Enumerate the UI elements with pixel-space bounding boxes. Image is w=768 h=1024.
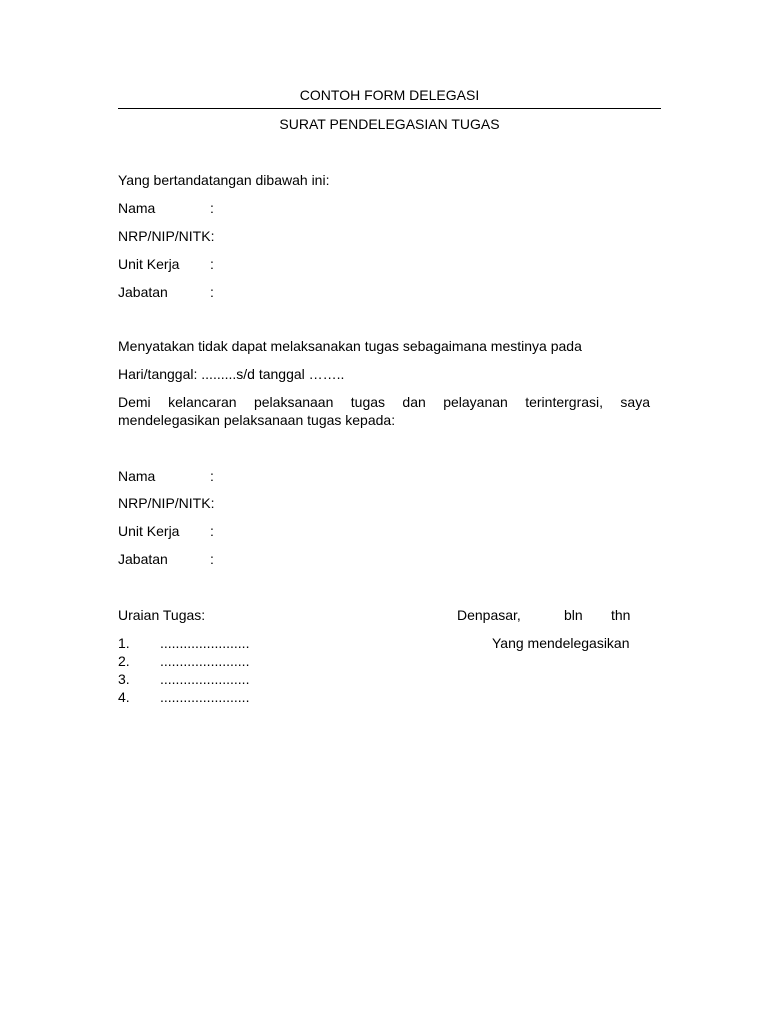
- task-number: 2.: [118, 653, 130, 669]
- delegator-position-colon: :: [210, 284, 214, 300]
- delegate-unit-label: Unit Kerja: [118, 523, 180, 539]
- task-placeholder: .......................: [160, 635, 250, 651]
- delegation-paragraph-line-2: mendelegasikan pelaksanaan tugas kepada:: [118, 412, 396, 428]
- task-number: 3.: [118, 671, 130, 687]
- delegator-name-label: Nama: [118, 200, 156, 216]
- document-subtitle: SURAT PENDELEGASIAN TUGAS: [279, 116, 500, 132]
- tasks-label: Uraian Tugas:: [118, 607, 206, 623]
- delegate-position-colon: :: [210, 551, 214, 567]
- task-placeholder: .......................: [160, 653, 250, 669]
- task-number: 1.: [118, 635, 130, 651]
- delegator-position-label: Jabatan: [118, 284, 168, 300]
- delegator-unit-label: Unit Kerja: [118, 256, 180, 272]
- delegate-name-colon: :: [210, 468, 214, 484]
- date-line: Hari/tanggal: .........s/d tanggal ……..: [118, 366, 345, 382]
- place-text: Denpasar,: [457, 607, 521, 623]
- delegate-position-label: Jabatan: [118, 551, 168, 567]
- header-divider: [118, 108, 661, 109]
- delegator-nrp-label: NRP/NIP/NITK:: [118, 228, 215, 244]
- delegation-paragraph-line-1: Demi kelancaran pelaksanaan tugas dan pelayanan terintergrasi, saya: [118, 394, 650, 410]
- task-number: 4.: [118, 689, 130, 705]
- delegate-nrp-label: NRP/NIP/NITK:: [118, 495, 215, 511]
- task-placeholder: .......................: [160, 671, 250, 687]
- task-placeholder: .......................: [160, 689, 250, 705]
- delegator-name-colon: :: [210, 200, 214, 216]
- statement-text: Menyatakan tidak dapat melaksanakan tugas sebagaimana mestinya pada: [118, 338, 582, 354]
- delegate-name-label: Nama: [118, 468, 156, 484]
- year-text: thn: [611, 607, 631, 623]
- header-title: CONTOH FORM DELEGASI: [299, 87, 480, 103]
- delegator-unit-colon: :: [210, 256, 214, 272]
- signatory-text: Yang mendelegasikan: [492, 635, 630, 651]
- intro-text: Yang bertandatangan dibawah ini:: [118, 172, 330, 188]
- month-text: bln: [564, 607, 583, 623]
- delegate-unit-colon: :: [210, 523, 214, 539]
- delegation-paragraph: [118, 393, 650, 429]
